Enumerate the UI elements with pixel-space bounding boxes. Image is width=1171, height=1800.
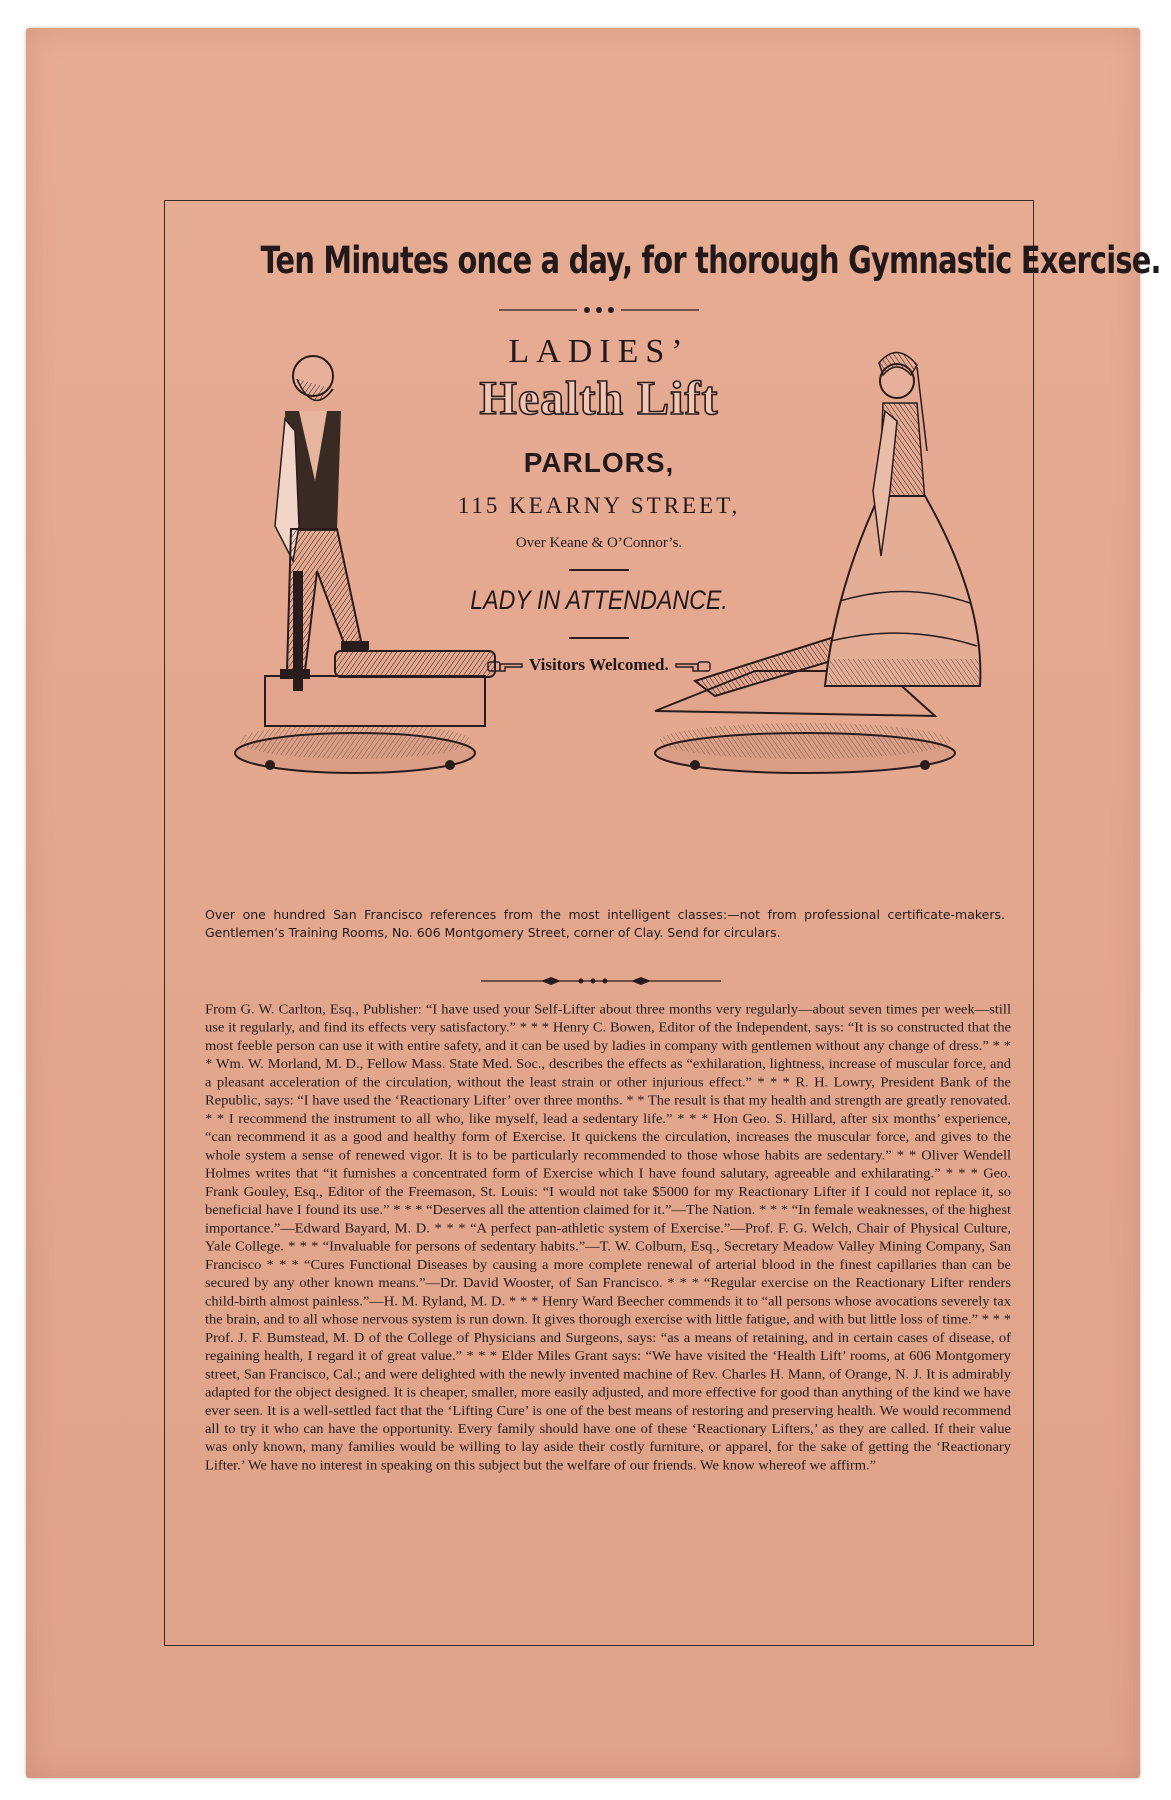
lady-in-attendance: LADY IN ATTENDANCE. bbox=[470, 585, 728, 615]
visitors-text: Visitors Welcomed. bbox=[528, 655, 669, 674]
man-on-health-lift-illustration bbox=[165, 341, 525, 801]
street-address: 115 KEARNY STREET, bbox=[457, 493, 741, 518]
parlors-heading: PARLORS, bbox=[523, 447, 675, 478]
short-rule bbox=[569, 637, 629, 639]
ornament-divider bbox=[481, 974, 721, 988]
testimonials-block bbox=[205, 1001, 1011, 1475]
headline: Ten Minutes once a day, for thorough Gymnastic Exercise. bbox=[260, 239, 1161, 282]
references-paragraph: Over one hundred San Francisco references from the most intelligent classes:—not from professional certificate-makers. Gentlemen’s Training Rooms, No. 606 Montgomery Street, corner of Clay. Send for circulars. bbox=[205, 907, 1005, 940]
short-rule bbox=[569, 569, 629, 571]
testimonials-text: From G. W. Carlton, Esq., Publisher: “I have used your Self-Lifter about three months very regularly—about seven times per week—still use it regularly, and find its effects very satisfactory.” * * * Henry C. Bowen, Editor of the Independent, says: “It is so constructed that the most feeble person can use it with entire safety, and it can be used by ladies in company with gentlemen without any change of dress.” * * * Wm. W. Morland, M. D., Fellow Mass. State Med. Soc., describes the effects as “exhilaration, lightness, increase of muscular force, and a pleasant acceleration of the circulation, without the least strain or other injurious effect.” * * * R. H. Lowry, President Bank of the Republic, says: “I have used the ‘Reactionary Lifter’ over three months. * * The result is that my health and strength are greatly renovated. * * I recommend the instrument to all who, like myself, lead a sedentary life.” * * * Hon Geo. S. Hillard, after six months’ experience, “can recommend it as a good and healthy form of Exercise. It quickens the circulation, increases the muscular force, and gives to the whole system a sense of renewed vigor. It is to be particularly recommended to those whose habits are sedentary.” * * Oliver Wendell Holmes writes that “it furnishes a concentrated form of Exercise which I have found salutary, agreeable and exhilarating.” * * * Geo. Frank Gouley, Esq., Editor of the Freemason, St. Louis: “I would not take $5000 for my Reactionary Lifter if I could not replace it, so beneficial have I found its use.” * * * “Deserves all the attention claimed for it.”—The Nation. * * * “In female weaknesses, of the highest importance.”—Edward Bayard, M. D. * * * “A perfect pan-athletic system of Exercise.”—Prof. F. G. Welch, Chair of Physical Culture, Yale College. * * * “Invaluable for persons of sedentary habits.”—T. W. Colburn, Esq., Secretary Meadow Valley Mining Company, San Francisco * * * “Cures Functional Diseases by causing a more complete renewal of arterial blood in the finest capillaries than can be secured by any other known means.”—Dr. David Wooster, of San Francisco. * * * “Regular exercise on the Reactionary Lifter renders child-birth almost painless.”—H. M. Ryland, M. D. * * * Henry Ward Beecher commends it to “all persons whose avocations severely tax the brain, and to all whose nervous system is run down. It gives thorough exercise with little fatigue, and with but little loss of time.” * * * Prof. J. F. Bumstead, M. D of the College of Physicians and Surgeons, says: “as a means of retaining, and in certain cases of disease, of regaining health, I regard it of great value.” * * * Elder Miles Grant says: “We have visited the ‘Health Lift’ rooms, at 606 Montgomery street, San Francisco, Cal.; and were delighted with the newly invented machine of Rev. Charles H. Mann, of Orange, N. J. It is admirably adapted for the object designed. It is cheaper, smaller, more easily adjusted, and more effective for good than anything of the kind we have ever seen. It is a well-settled fact that the ‘Lifting Cure’ is one of the best means of restoring and preserving health. We would recommend all to try it who can have the opportunity. Every family should have one of these ‘Reactionary Lifters,’ as they are called. If their value was only known, many families would be willing to lay aside their costly furniture, or apparel, for the sake of getting the ‘Reactionary Lifter.’ We have no interest in speaking on this subject but the welfare of our friends. We know whereof we affirm.” bbox=[205, 1001, 1011, 1474]
health-lift-title: Health Lift bbox=[479, 372, 719, 425]
ladies-heading: LADIES’ bbox=[508, 333, 690, 370]
location-note: Over Keane & O’Connor’s. bbox=[515, 535, 683, 551]
ornament-divider bbox=[499, 305, 699, 315]
woman-on-health-lift-illustration bbox=[635, 341, 1015, 801]
advertisement-frame bbox=[164, 200, 1161, 1646]
handbill-sheet bbox=[26, 28, 1161, 1778]
